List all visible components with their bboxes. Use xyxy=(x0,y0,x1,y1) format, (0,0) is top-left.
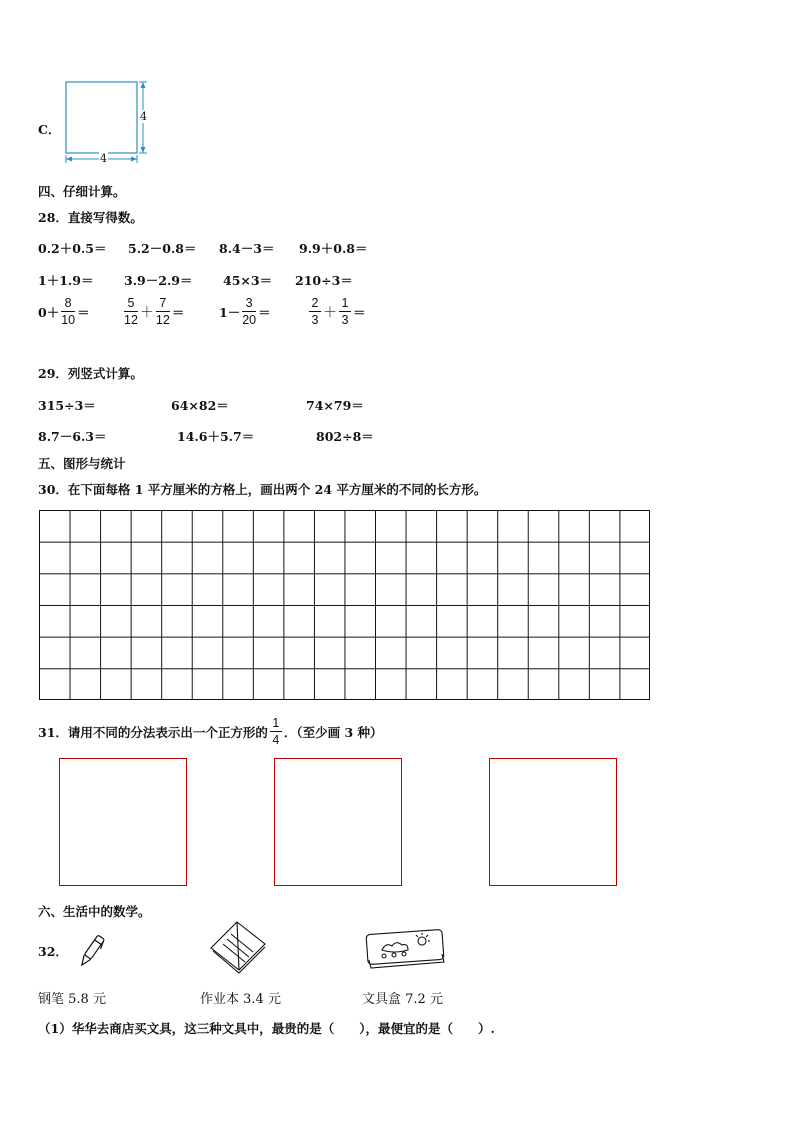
q31-title: 31．请用不同的分法表示出一个正方形的 $\frac{1}{4}$ ．（至少画 3 种） xyxy=(38,716,383,747)
blue-square xyxy=(66,82,137,153)
q28-r3-e4: $\frac{2}{3}$ ＋ $\frac{1}{3}$ ＝ xyxy=(307,296,366,327)
q30-title: 30．在下面每格 1 平方厘米的方格上，画出两个 24 平方厘米的不同的长方形。 xyxy=(38,482,487,497)
q29-title: 29．列竖式计算。 xyxy=(38,366,143,381)
q32-number: 32． xyxy=(38,944,68,959)
q29-r2-e1: 8.7－6.3＝ xyxy=(38,429,107,444)
option-c-square-diagram xyxy=(60,76,160,171)
notebook-icon xyxy=(207,918,269,974)
item-notebook-price: 作业本 3.4 元 xyxy=(200,992,281,1007)
q29-r1-e3: 74×79＝ xyxy=(306,398,364,413)
item-pencil-case-price: 文具盒 7.2 元 xyxy=(362,992,443,1007)
q28-r1-e2: 5.2－0.8＝ xyxy=(128,241,197,256)
q28-r2-e3: 45×3＝ xyxy=(223,273,273,288)
q28-r3-e1: 0＋ $\frac{8}{10}$ ＝ xyxy=(38,296,90,327)
q31-square-2[interactable] xyxy=(274,758,402,886)
q29-r2-e2: 14.6＋5.7＝ xyxy=(177,429,255,444)
q29-r1-e2: 64×82＝ xyxy=(171,398,229,413)
option-c-label: C． xyxy=(38,122,61,137)
q28-r2-e4: 210÷3＝ xyxy=(295,273,353,288)
side-label-right: 4 xyxy=(140,110,147,123)
q29-r1-e1: 315÷3＝ xyxy=(38,398,96,413)
section-4-title: 四、仔细计算。 xyxy=(38,184,126,199)
q28-r2-e1: 1＋1.9＝ xyxy=(38,273,94,288)
q28-r1-e3: 8.4－3＝ xyxy=(219,241,275,256)
q28-title: 28．直接写得数。 xyxy=(38,210,143,225)
pencil-case-icon xyxy=(364,928,446,972)
side-label-bottom: 4 xyxy=(100,152,107,165)
q28-r3-e2: $\frac{5}{12}$ ＋ $\frac{7}{12}$ ＝ xyxy=(124,296,185,327)
q28-r1-e1: 0.2＋0.5＝ xyxy=(38,241,107,256)
q31-square-1[interactable] xyxy=(59,758,187,886)
item-pen-price: 钢笔 5.8 元 xyxy=(38,992,106,1007)
q31-square-3[interactable] xyxy=(489,758,617,886)
section-5-title: 五、图形与统计 xyxy=(38,456,126,471)
q32-sub1: （1）华华去商店买文具，这三种文具中，最贵的是（ ），最便宜的是（ ）. xyxy=(38,1021,495,1036)
q29-r2-e3: 802÷8＝ xyxy=(316,429,374,444)
q28-r3-e3: 1－ $\frac{3}{20}$ ＝ xyxy=(219,296,271,327)
pen-icon xyxy=(72,932,110,972)
q28-r2-e2: 3.9－2.9＝ xyxy=(124,273,193,288)
section-6-title: 六、生活中的数学。 xyxy=(38,904,151,919)
q28-r1-e4: 9.9＋0.8＝ xyxy=(299,241,368,256)
q30-square-grid[interactable] xyxy=(39,510,650,700)
